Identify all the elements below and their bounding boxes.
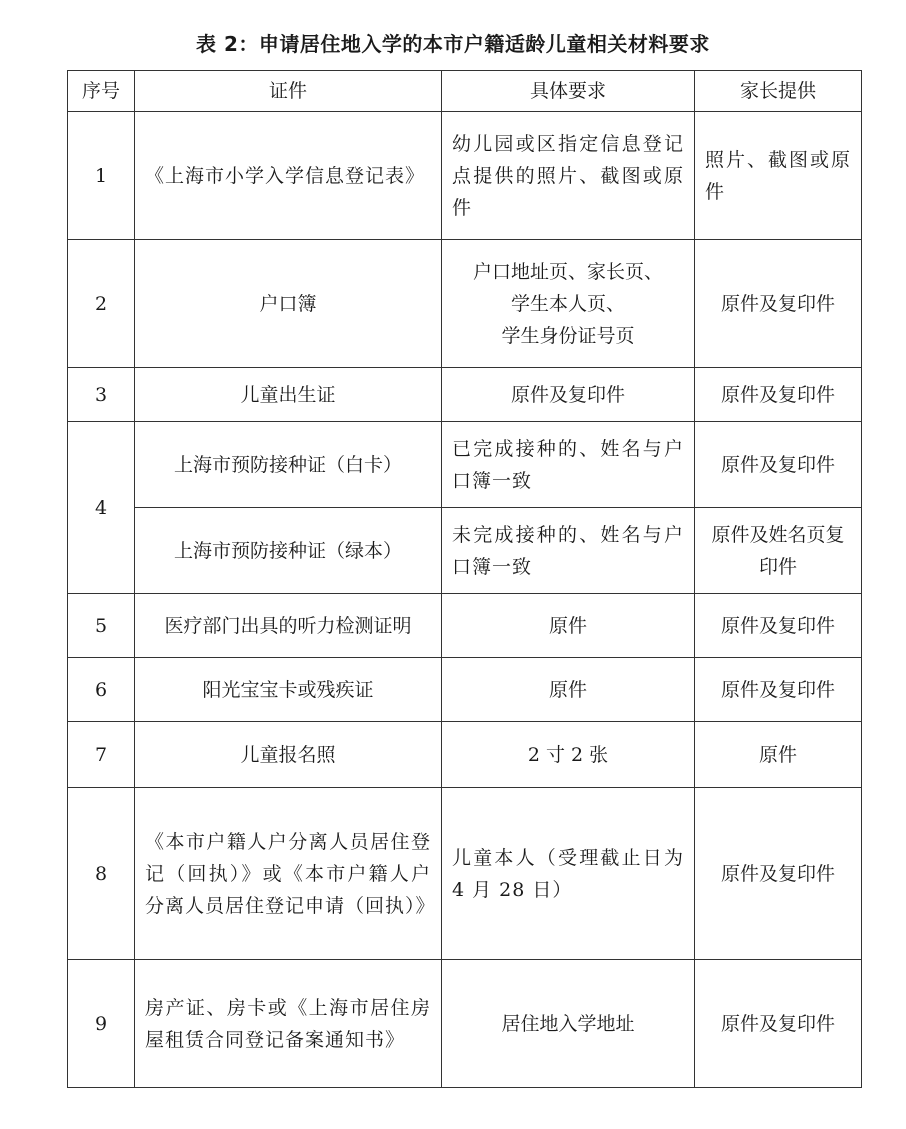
header-requirement: 具体要求 (442, 71, 695, 112)
row-no: 2 (68, 240, 135, 368)
row-document: 《本市户籍人户分离人员居住登记（回执）》或《本市户籍人户分离人员居住登记申请（回执）》 (135, 788, 442, 960)
row-requirement: 原件 (442, 594, 695, 658)
row-parent-provides: 原件及姓名页复印件 (695, 508, 862, 594)
table-row (68, 240, 862, 368)
row-no: 8 (68, 788, 135, 960)
row-no: 4 (68, 422, 135, 594)
row-requirement: 居住地入学地址 (442, 960, 695, 1088)
table-title: 表 2：申请居住地入学的本市户籍适龄儿童相关材料要求 (196, 32, 710, 56)
row-requirement: 已完成接种的、姓名与户口簿一致 (442, 422, 695, 508)
row-parent-provides: 原件及复印件 (695, 368, 862, 422)
row-document: 阳光宝宝卡或残疾证 (135, 658, 442, 722)
header-no: 序号 (68, 71, 135, 112)
header-row (68, 71, 862, 112)
row-no: 1 (68, 112, 135, 240)
row-document: 儿童出生证 (135, 368, 442, 422)
row-parent-provides: 原件及复印件 (695, 594, 862, 658)
row-parent-provides: 原件及复印件 (695, 422, 862, 508)
table-row (68, 508, 862, 594)
table-row (68, 658, 862, 722)
row-requirement: 未完成接种的、姓名与户口簿一致 (442, 508, 695, 594)
header-parent-provides: 家长提供 (695, 71, 862, 112)
row-parent-provides: 原件及复印件 (695, 788, 862, 960)
row-parent-provides: 原件及复印件 (695, 960, 862, 1088)
table-row (68, 112, 862, 240)
row-document: 上海市预防接种证（绿本） (135, 508, 442, 594)
requirement-line: 学生身份证号页 (501, 324, 635, 347)
row-document: 《上海市小学入学信息登记表》 (135, 112, 442, 240)
row-document: 户口簿 (135, 240, 442, 368)
row-parent-provides: 原件 (695, 722, 862, 788)
row-document: 儿童报名照 (135, 722, 442, 788)
row-parent-provides: 照片、截图或原件 (695, 112, 862, 240)
row-parent-provides: 原件及复印件 (695, 240, 862, 368)
materials-table (67, 70, 862, 1088)
row-requirement: 原件及复印件 (442, 368, 695, 422)
table-row (68, 422, 862, 508)
row-no: 5 (68, 594, 135, 658)
row-requirement: 2 寸 2 张 (442, 722, 695, 788)
requirement-line: 户口地址页、家长页、 (472, 260, 663, 283)
row-requirement: 幼儿园或区指定信息登记点提供的照片、截图或原件 (442, 112, 695, 240)
row-no: 7 (68, 722, 135, 788)
row-requirement: 儿童本人（受理截止日为 4 月 28 日） (442, 788, 695, 960)
row-document: 上海市预防接种证（白卡） (135, 422, 442, 508)
row-parent-provides: 原件及复印件 (695, 658, 862, 722)
row-no: 3 (68, 368, 135, 422)
row-requirement: 原件 (442, 658, 695, 722)
row-document: 医疗部门出具的听力检测证明 (135, 594, 442, 658)
row-no: 9 (68, 960, 135, 1088)
table-row (68, 722, 862, 788)
table-row (68, 368, 862, 422)
table-row (68, 594, 862, 658)
requirement-line: 学生本人页、 (510, 292, 625, 315)
table-row (68, 788, 862, 960)
row-no: 6 (68, 658, 135, 722)
table-row (68, 960, 862, 1088)
header-document: 证件 (135, 71, 442, 112)
row-document: 房产证、房卡或《上海市居住房屋租赁合同登记备案通知书》 (135, 960, 442, 1088)
row-requirement (442, 240, 695, 368)
